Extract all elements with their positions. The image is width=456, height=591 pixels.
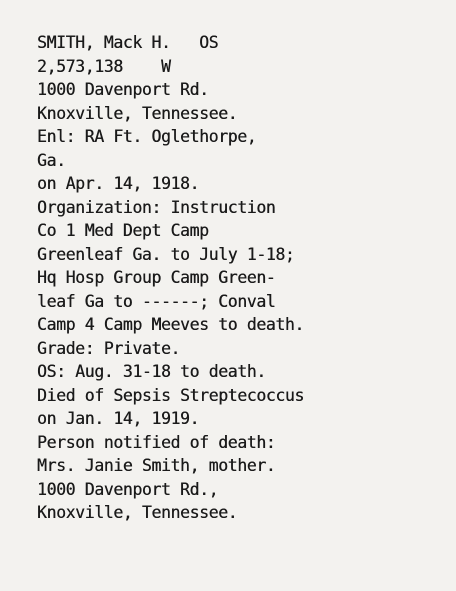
record-cause-of-death-line: Died of Sepsis Streptecoccus (37, 385, 304, 405)
record-enlistment-date-line: on Apr. 14, 1918. (37, 174, 200, 193)
record-city-line: Knoxville, Tennessee. (37, 103, 238, 123)
record-name-line: SMITH, Mack H. OS (37, 33, 219, 52)
typewritten-record (37, 31, 447, 525)
record-organization-line-5: leaf Ga to ------; Conval (37, 291, 276, 311)
record-organization-line-4: Hq Hosp Group Camp Green- (37, 268, 276, 287)
record-notified-address-line: 1000 Davenport Rd., (37, 479, 219, 499)
record-organization-line-2: Co 1 Med Dept Camp (37, 221, 209, 240)
record-death-date-line: on Jan. 14, 1919. (37, 409, 200, 428)
record-enlistment-line: Enl: RA Ft. Oglethorpe, (37, 127, 257, 146)
record-notified-person-line: Mrs. Janie Smith, mother. (37, 456, 276, 475)
record-notified-label-line: Person notified of death: (37, 432, 276, 452)
record-serial-line: 2,573,138 W (37, 56, 171, 76)
record-enlistment-state-line: Ga. (37, 150, 66, 170)
record-overseas-line: OS: Aug. 31-18 to death. (37, 362, 266, 381)
record-organization-line-6: Camp 4 Camp Meeves to death. (37, 315, 304, 334)
record-address-line: 1000 Davenport Rd. (37, 80, 209, 99)
record-grade-line: Grade: Private. (37, 338, 181, 358)
record-organization-line-3: Greenleaf Ga. to July 1-18; (37, 244, 295, 264)
record-notified-city-line: Knoxville, Tennessee. (37, 503, 238, 522)
record-organization-line: Organization: Instruction (37, 197, 276, 217)
